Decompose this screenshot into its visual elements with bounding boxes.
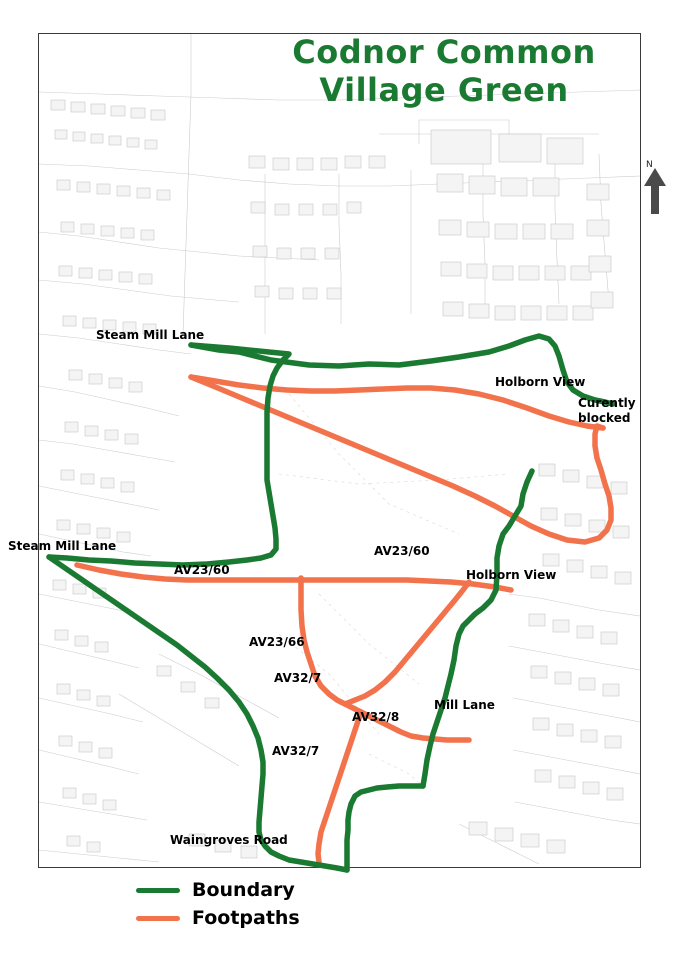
legend-footpaths-swatch <box>136 916 180 921</box>
map-label-holborn-view-south: Holborn View <box>466 568 557 582</box>
map-label-av32-7-lower: AV32/7 <box>272 744 320 758</box>
map-label-av32-7-upper: AV32/7 <box>274 671 322 685</box>
legend-boundary-swatch <box>136 888 180 893</box>
map-label-av32-8: AV32/8 <box>352 710 400 724</box>
map-frame[interactable] <box>38 33 653 868</box>
legend-footpaths-label: Footpaths <box>192 907 300 929</box>
map-label-holborn-view-north: Holborn View <box>495 375 586 389</box>
map-label-steam-mill-lane-west: Steam Mill Lane <box>8 539 117 553</box>
map-label-av23-60-west: AV23/60 <box>174 563 230 577</box>
map-label-waingroves-road: Waingroves Road <box>170 833 288 847</box>
map-label-steam-mill-lane-north: Steam Mill Lane <box>96 328 205 342</box>
map-label-currently-blocked-2: blocked <box>578 411 631 425</box>
map-label-av23-66: AV23/66 <box>249 635 305 649</box>
boundary-lines <box>49 336 613 870</box>
legend-item-footpaths <box>136 904 396 932</box>
map-label-currently-blocked-1: Curently <box>578 396 636 410</box>
title-line-2: Village Green <box>319 71 569 109</box>
north-arrow <box>635 160 675 218</box>
legend-boundary-label: Boundary <box>192 879 295 901</box>
legend-item-boundary <box>136 876 396 904</box>
title-line-1: Codnor Common <box>292 33 596 71</box>
route-overlay-svg <box>39 34 640 867</box>
north-arrow-icon <box>635 160 675 218</box>
map-label-mill-lane: Mill Lane <box>434 698 495 712</box>
north-arrow-label: N <box>646 160 653 170</box>
map-label-av23-60-east: AV23/60 <box>374 544 430 558</box>
map-legend <box>136 876 396 936</box>
footpath-lines <box>77 377 611 862</box>
